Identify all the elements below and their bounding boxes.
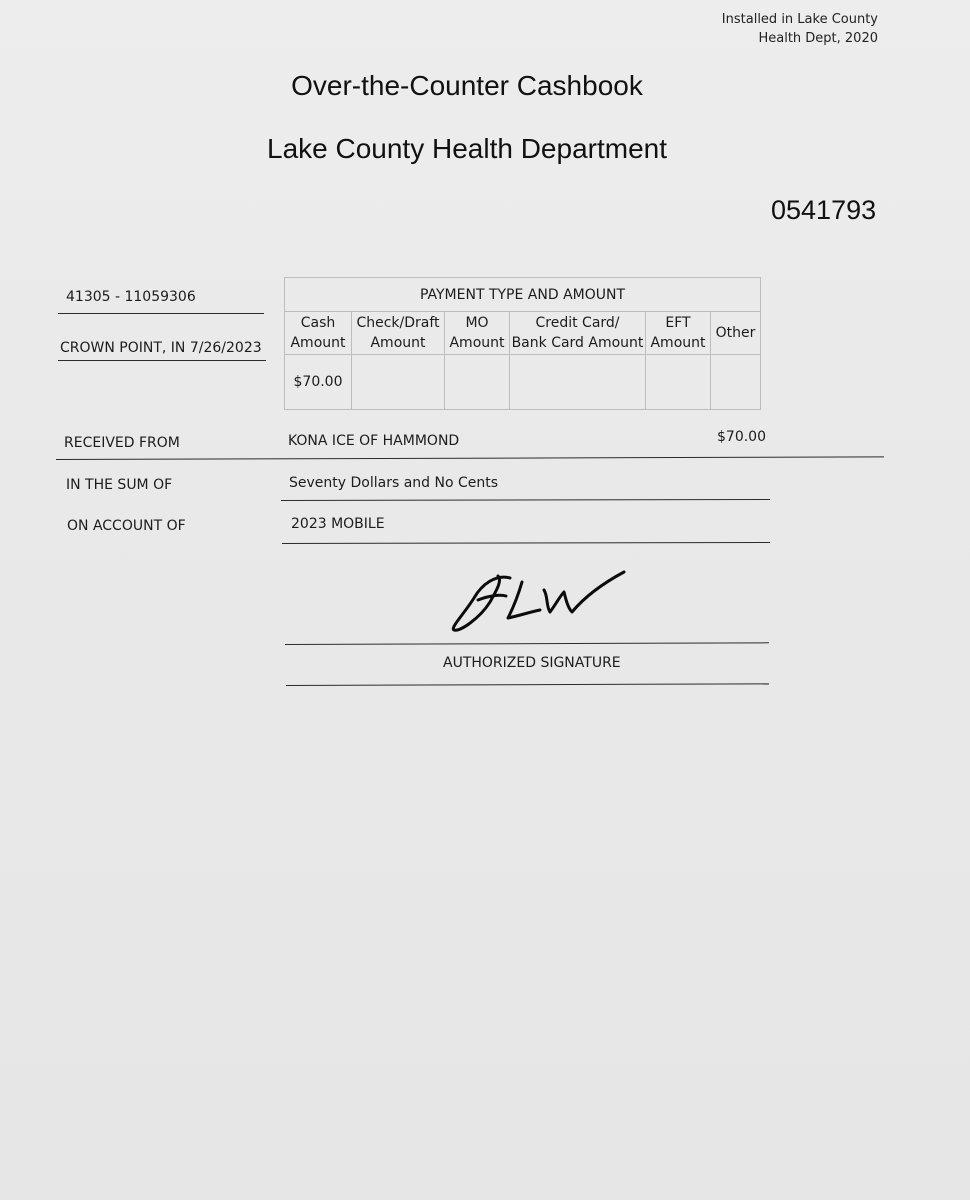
sum-value: Seventy Dollars and No Cents bbox=[289, 475, 499, 491]
mo-amount-cell bbox=[445, 355, 510, 410]
signature-bottom-line bbox=[286, 683, 769, 686]
other-amount-cell bbox=[711, 355, 761, 410]
department-name: Lake County Health Department bbox=[267, 133, 667, 164]
received-amount: $70.00 bbox=[717, 429, 766, 445]
account-value: 2023 MOBILE bbox=[291, 516, 385, 532]
eft-amount-cell bbox=[646, 355, 711, 410]
installed-note-line2: Health Dept, 2020 bbox=[758, 31, 878, 46]
location-date-underline bbox=[58, 360, 266, 361]
column-header-eft: EFT Amount bbox=[646, 312, 711, 355]
installed-note bbox=[722, 10, 878, 48]
document-title: Over-the-Counter Cashbook bbox=[291, 70, 643, 101]
credit-card-amount-cell bbox=[510, 355, 646, 410]
account-code: 41305 - 11059306 bbox=[66, 289, 196, 305]
sum-label: IN THE SUM OF bbox=[66, 477, 173, 493]
account-code-underline bbox=[58, 313, 264, 314]
received-from-underline bbox=[56, 456, 884, 460]
installed-note-line1: Installed in Lake County bbox=[721, 12, 878, 27]
column-header-credit-card: Credit Card/ Bank Card Amount bbox=[510, 312, 646, 355]
received-from-value: KONA ICE OF HAMMOND bbox=[288, 433, 460, 449]
handwritten-signature bbox=[448, 566, 632, 636]
account-label: ON ACCOUNT OF bbox=[67, 518, 186, 534]
column-header-cash: Cash Amount bbox=[285, 312, 352, 355]
authorized-signature-label: AUTHORIZED SIGNATURE bbox=[443, 655, 621, 671]
signature-line bbox=[285, 642, 769, 645]
location-date: CROWN POINT, IN 7/26/2023 bbox=[60, 340, 262, 356]
column-header-other: Other bbox=[711, 312, 761, 355]
account-underline bbox=[282, 542, 770, 544]
received-from-label: RECEIVED FROM bbox=[64, 435, 180, 451]
column-header-check: Check/Draft Amount bbox=[352, 312, 445, 355]
sum-underline bbox=[281, 499, 770, 501]
payment-table bbox=[284, 277, 761, 410]
payment-table-title: PAYMENT TYPE AND AMOUNT bbox=[285, 278, 761, 312]
check-amount-cell bbox=[352, 355, 445, 410]
column-header-mo: MO Amount bbox=[445, 312, 510, 355]
receipt-number: 0541793 bbox=[771, 195, 877, 225]
cash-amount-cell: $70.00 bbox=[285, 355, 352, 410]
